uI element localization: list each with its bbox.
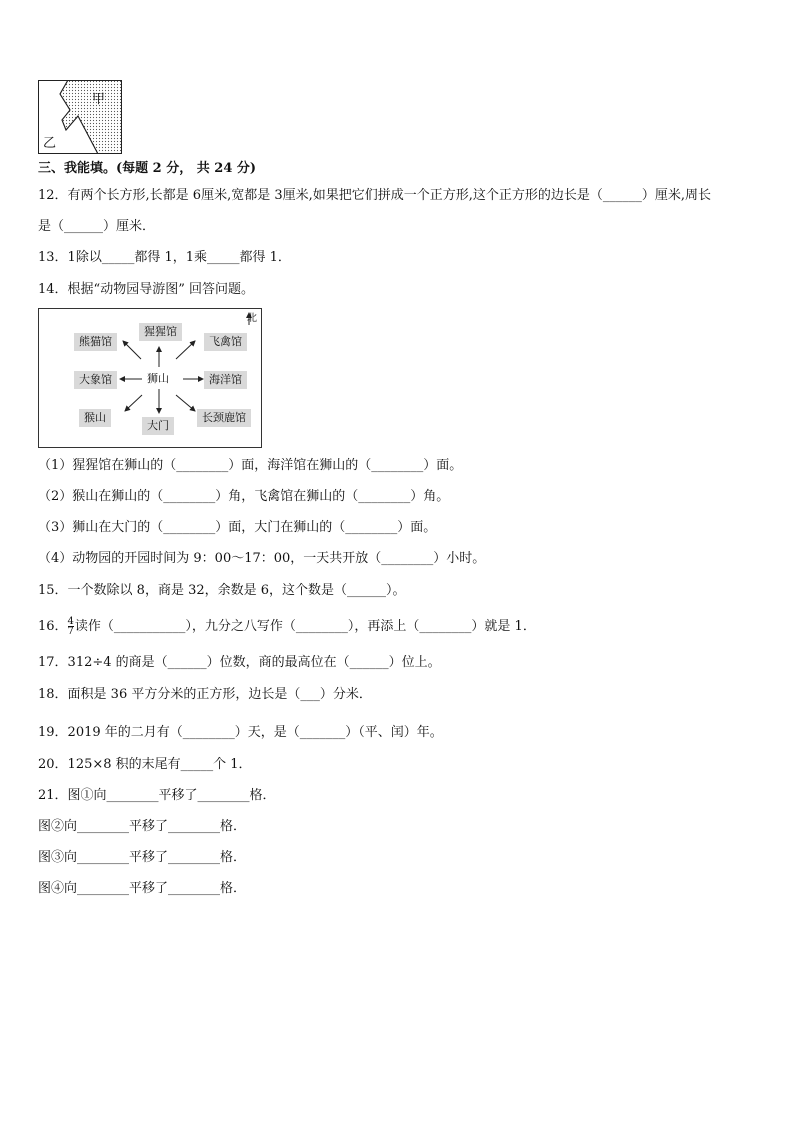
- node-xingxing: 猩猩馆: [139, 323, 182, 341]
- question-21-3: 图③向________平移了________格．: [38, 850, 247, 865]
- question-12-line1: 12．有两个长方形,长都是 6厘米,宽都是 3厘米,如果把它们拼成一个正方形,这个正方形的边长是（______）厘米,周长: [38, 188, 712, 203]
- node-changjinglu: 长颈鹿馆: [197, 409, 251, 427]
- question-16-rest: 读作（___________），九分之八写作（________），再添上（________）就是 1．: [74, 619, 536, 634]
- question-14-intro: 14．根据“动物园导游图” 回答问题。: [38, 282, 254, 297]
- question-19: 19．2019 年的二月有（________）天，是（_______）（平、闰）年。: [38, 725, 443, 740]
- question-14-2: （2）猴山在狮山的（________）角，飞禽馆在狮山的（________）角。: [38, 489, 450, 504]
- node-damen: 大门: [142, 417, 174, 435]
- shape-figure: [38, 80, 122, 154]
- label-yi: 乙: [43, 136, 57, 151]
- node-shishan: 狮山: [147, 372, 169, 385]
- question-13: 13．1除以_____都得 1，1乘_____都得 1．: [38, 250, 291, 265]
- node-haiyang: 海洋馆: [204, 371, 247, 389]
- question-18: 18．面积是 36 平方分米的正方形，边长是（___）分米．: [38, 687, 372, 702]
- section-heading: 三、我能填。(每题 2 分， 共 24 分): [38, 161, 257, 176]
- fraction-denominator: 7: [67, 626, 74, 637]
- node-xiongmao: 熊猫馆: [74, 333, 117, 351]
- node-houshan: 猴山: [79, 409, 111, 427]
- question-21-1: 21．图①向________平移了________格．: [38, 788, 276, 803]
- question-12-line2: 是（______）厘米．: [38, 219, 156, 234]
- question-14-3: （3）狮山在大门的（________）面，大门在狮山的（________）面。: [38, 520, 437, 535]
- question-21-2: 图②向________平移了________格．: [38, 819, 247, 834]
- fraction-4-7: [68, 617, 74, 636]
- question-14-1: （1）猩猩馆在狮山的（________）面，海洋馆在狮山的（________）面。: [38, 458, 463, 473]
- question-20: 20．125×8 积的末尾有_____个 1．: [38, 757, 252, 772]
- fraction-numerator: 4: [67, 616, 74, 627]
- node-daxiang: 大象馆: [74, 371, 117, 389]
- question-14-4: （4）动物园的开园时间为 9：00～17：00，一天共开放（________）小时。: [38, 551, 486, 566]
- north-label: 北: [247, 313, 257, 324]
- zoo-map: [38, 308, 262, 448]
- label-jia: 甲: [92, 92, 106, 107]
- question-16-prefix: 16．: [38, 619, 68, 634]
- question-16: [38, 613, 536, 641]
- node-feiqin: 飞禽馆: [204, 333, 247, 351]
- question-17: 17．312÷4 的商是（______）位数，商的最高位在（______）位上。: [38, 655, 441, 670]
- question-15: 15．一个数除以 8，商是 32，余数是 6，这个数是（______）。: [38, 583, 406, 598]
- question-21-4: 图④向________平移了________格．: [38, 881, 247, 896]
